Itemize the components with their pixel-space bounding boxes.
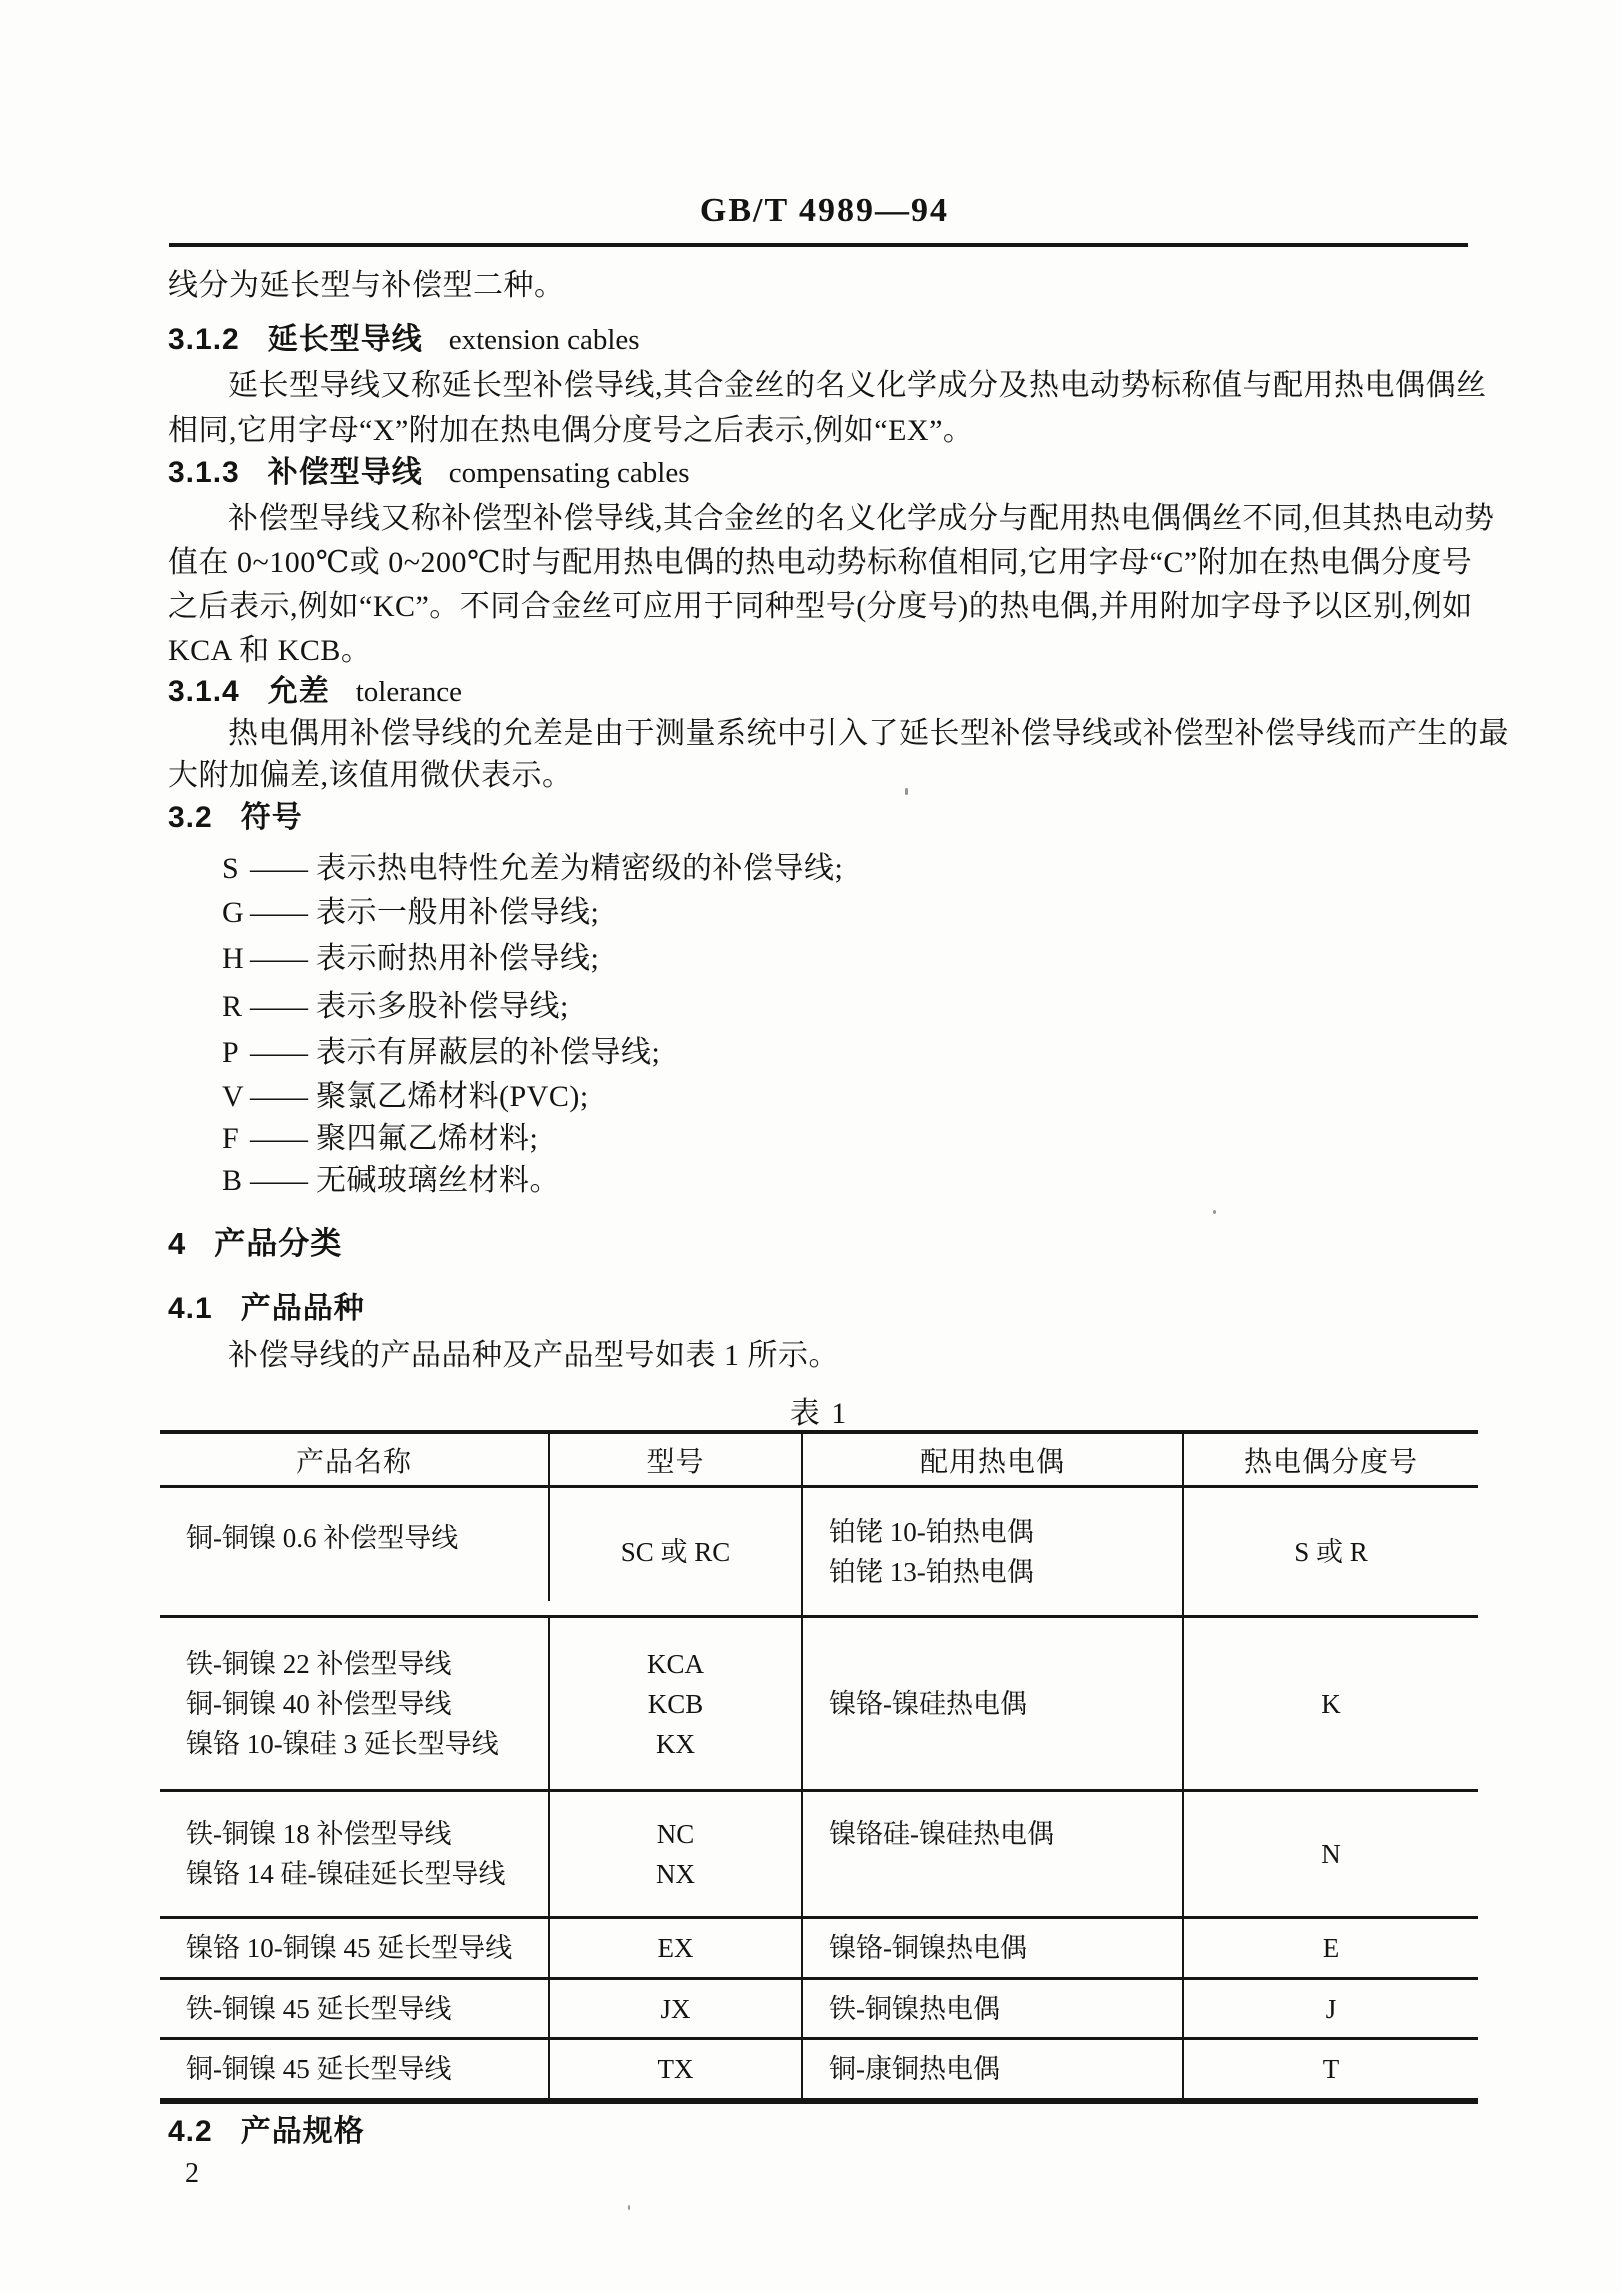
table-caption: 表 1	[789, 1397, 849, 1430]
clause-number: 3.1.2	[168, 323, 240, 356]
table-1	[160, 1430, 1478, 2104]
symbol-dash: ——	[250, 990, 306, 1023]
table-cell-name	[160, 2040, 550, 2098]
cell-line: JX	[660, 1993, 691, 2024]
symbol-text: 无碱玻璃丝材料。	[316, 1164, 560, 1197]
cell-line: K	[1321, 1688, 1341, 1719]
cell-line: 铜-铜镍 40 补偿型导线	[186, 1688, 452, 1719]
cell-line: SC 或 RC	[620, 1536, 731, 1567]
symbol-letter: B	[222, 1164, 243, 1197]
symbol-item	[222, 941, 599, 977]
cell-line: 铜-铜镍 45 延长型导线	[186, 2054, 452, 2084]
clause-heading-4	[168, 1226, 342, 1262]
cell-line: E	[1322, 1933, 1340, 1963]
symbol-dash: ——	[250, 896, 306, 929]
table-row	[160, 1618, 1478, 1792]
clause-title-zh: 允差	[267, 675, 330, 708]
paragraph-line: 补偿导线的产品品种及产品型号如表 1 所示。	[228, 1339, 839, 1372]
symbol-item	[222, 851, 843, 887]
cell-line: TX	[657, 2054, 694, 2084]
clause-heading-3-1-2	[168, 322, 640, 358]
cell-line: N	[1321, 1839, 1341, 1869]
symbol-letter: H	[222, 942, 245, 975]
table-cell-grade	[1184, 2040, 1478, 2098]
table-header-cell: 热电偶分度号	[1243, 1446, 1418, 1478]
symbol-item	[222, 1035, 660, 1071]
table-cell-model	[550, 1488, 803, 1615]
clause-title-en: tolerance	[355, 676, 462, 708]
paragraph-line: 补偿型导线又称补偿型补偿导线,其合金丝的名义化学成分与配用热电偶偶丝不同,但其热电动势	[228, 502, 1495, 535]
clause-title-zh: 产品分类	[214, 1226, 343, 1261]
table-cell-thermocouple	[803, 2040, 1184, 2098]
clause-title-zh: 产品品种	[240, 1292, 365, 1325]
paragraph-line: 大附加偏差,该值用微伏表示。	[168, 759, 573, 792]
symbol-letter: R	[222, 990, 243, 1023]
clause-number: 3.1.3	[168, 456, 240, 489]
table-row	[160, 1980, 1478, 2040]
table-cell-model	[550, 1919, 803, 1977]
cell-line: 镍铬 10-铜镍 45 延长型导线	[186, 1933, 513, 1963]
clause-title-en: compensating cables	[448, 457, 690, 489]
cell-line: S 或 R	[1294, 1536, 1368, 1567]
symbol-item	[222, 1079, 589, 1115]
header-rule	[169, 243, 1468, 247]
cell-line: 镍铬-镍硅热电偶	[829, 1688, 1027, 1719]
symbol-item	[222, 1163, 560, 1199]
paragraph-line: 热电偶用补偿导线的允差是由于测量系统中引入了延长型补偿导线或补偿型补偿导线而产生的最	[228, 717, 1509, 750]
table-cell-thermocouple	[803, 1792, 1184, 1916]
paragraph-line: 相同,它用字母“X”附加在热电偶分度号之后表示,例如“EX”。	[168, 414, 974, 447]
table-cell-grade	[1184, 1488, 1478, 1615]
cell-line: EX	[657, 1933, 694, 1963]
clause-heading-3-2	[168, 800, 303, 836]
symbol-dash: ——	[250, 1122, 306, 1155]
symbol-text: 表示耐热用补偿导线;	[316, 942, 600, 975]
paragraph-line: 线分为延长型与补偿型二种。	[168, 269, 565, 302]
clause-number: 4.2	[168, 2115, 213, 2148]
clause-heading-4-1	[168, 1291, 365, 1327]
table-header-cell: 产品名称	[160, 1434, 550, 1485]
table-cell-name	[160, 1618, 550, 1789]
cell-line: KCB	[647, 1688, 704, 1719]
table-cell-thermocouple	[803, 1618, 1184, 1789]
table-cell-grade	[1184, 1792, 1478, 1916]
symbol-dash: ——	[250, 852, 306, 885]
paragraph-line: 之后表示,例如“KC”。不同合金丝可应用于同种型号(分度号)的热电偶,并用附加字母予以区别,例如	[168, 590, 1473, 623]
table-cell-model	[550, 2040, 803, 2098]
table-cell-model	[550, 1792, 803, 1916]
symbol-letter: V	[222, 1080, 245, 1113]
clause-number: 4.1	[168, 1292, 213, 1325]
clause-title-zh: 符号	[240, 801, 303, 834]
symbol-dash: ——	[250, 942, 306, 975]
table-cell-grade	[1184, 1980, 1478, 2037]
symbol-letter: G	[222, 896, 245, 929]
cell-line: 铁-铜镍 22 补偿型导线	[186, 1648, 452, 1679]
cell-line: 铁-铜镍热电偶	[829, 1993, 1000, 2024]
cell-line: KCA	[646, 1648, 704, 1679]
scan-speck	[905, 788, 908, 795]
cell-line: NC	[656, 1819, 695, 1849]
cell-line: 镍铬 10-镍硅 3 延长型导线	[186, 1728, 499, 1759]
clause-number: 4	[168, 1226, 187, 1261]
table-cell-name	[160, 1980, 550, 2037]
symbol-text: 表示有屏蔽层的补偿导线;	[316, 1036, 661, 1069]
clause-title-en: extension cables	[448, 324, 640, 356]
symbol-letter: P	[222, 1036, 240, 1069]
symbol-text: 表示多股补偿导线;	[316, 990, 569, 1023]
symbol-text: 聚氯乙烯材料(PVC);	[316, 1080, 589, 1113]
standard-number: GB/T 4989—94	[699, 192, 950, 229]
paragraph-line: 值在 0~100℃或 0~200℃时与配用热电偶的热电动势标称值相同,它用字母“C”附加在热电偶分度号	[168, 546, 1473, 579]
symbol-text: 表示热电特性允差为精密级的补偿导线;	[316, 852, 844, 885]
cell-line: T	[1322, 2054, 1340, 2084]
scan-speck	[1213, 1210, 1216, 1214]
table-cell-model	[550, 1980, 803, 2037]
page-number: 2	[185, 2158, 199, 2189]
cell-line: 铁-铜镍 18 补偿型导线	[186, 1819, 452, 1849]
cell-line: J	[1325, 1993, 1337, 2024]
table-cell-thermocouple	[803, 1980, 1184, 2037]
clause-heading-3-1-3	[168, 455, 690, 491]
table-cell-name	[160, 1919, 550, 1977]
table-row	[160, 1919, 1478, 1980]
clause-number: 3.1.4	[168, 675, 240, 708]
clause-title-zh: 补偿型导线	[267, 456, 423, 489]
symbol-item	[222, 1121, 538, 1157]
clause-number: 3.2	[168, 801, 213, 834]
table-cell-grade	[1184, 1919, 1478, 1977]
paragraph-line: 延长型导线又称延长型补偿导线,其合金丝的名义化学成分及热电动势标称值与配用热电偶偶丝	[228, 369, 1487, 402]
symbol-text: 表示一般用补偿导线;	[316, 896, 600, 929]
symbol-dash: ——	[250, 1164, 306, 1197]
scan-speck	[838, 563, 842, 568]
cell-line: 镍铬 14 硅-镍硅延长型导线	[186, 1859, 506, 1889]
table-row	[160, 1488, 1478, 1618]
symbol-letter: S	[222, 852, 240, 885]
cell-line: 铁-铜镍 45 延长型导线	[186, 1993, 452, 2024]
table-cell-thermocouple	[803, 1488, 1184, 1615]
cell-line: 铜-康铜热电偶	[829, 2054, 1000, 2084]
symbol-item	[222, 895, 599, 931]
cell-line: 镍铬-铜镍热电偶	[829, 1933, 1027, 1963]
symbol-dash: ——	[250, 1080, 306, 1113]
symbol-text: 聚四氟乙烯材料;	[316, 1122, 539, 1155]
cell-line: 铜-铜镍 0.6 补偿型导线	[186, 1522, 459, 1553]
cell-line: KX	[656, 1728, 695, 1759]
cell-line: NX	[656, 1859, 695, 1889]
table-cell-thermocouple	[803, 1919, 1184, 1977]
cell-line: 镍铬硅-镍硅热电偶	[829, 1819, 1054, 1849]
clause-heading-4-2	[168, 2114, 365, 2150]
symbol-dash: ——	[250, 1036, 306, 1069]
table-cell-name	[160, 1474, 550, 1601]
cell-line: 铂铑 13-铂热电偶	[829, 1556, 1034, 1587]
paragraph-line: KCA 和 KCB。	[168, 634, 372, 667]
table-cell-name	[160, 1792, 550, 1916]
scan-speck	[628, 2205, 630, 2210]
clause-title-zh: 产品规格	[240, 2115, 365, 2148]
table-cell-model	[550, 1618, 803, 1789]
clause-title-zh: 延长型导线	[267, 323, 423, 356]
table-header-cell: 型号	[550, 1434, 803, 1485]
table-row	[160, 2040, 1478, 2104]
table-cell-grade	[1184, 1618, 1478, 1789]
clause-heading-3-1-4	[168, 674, 462, 710]
table-row	[160, 1792, 1478, 1919]
cell-line: 铂铑 10-铂热电偶	[829, 1516, 1034, 1547]
symbol-item	[222, 989, 569, 1025]
symbol-letter: F	[222, 1122, 240, 1155]
table-header-cell: 配用热电偶	[803, 1434, 1184, 1485]
